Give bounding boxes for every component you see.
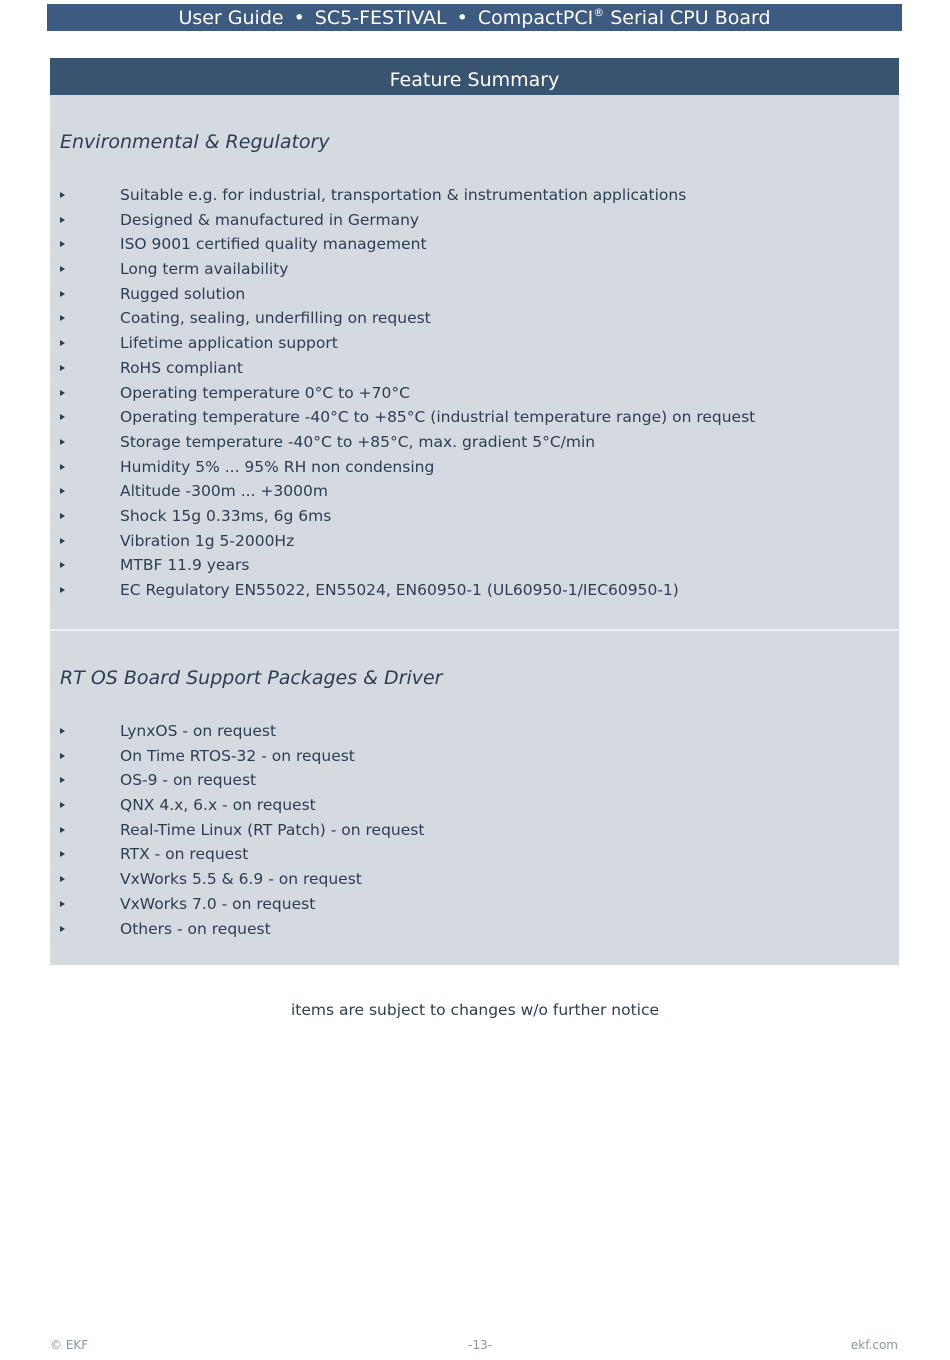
list-item-text: Long term availability [120, 260, 289, 279]
triangle-bullet-icon [60, 587, 65, 593]
footer-copyright: © EKF [50, 1338, 89, 1352]
triangle-bullet-icon [60, 926, 65, 932]
list-item [50, 553, 899, 578]
list-item [50, 331, 899, 356]
change-notice: items are subject to changes w/o further notice [290, 1001, 660, 1019]
list-item-text: Operating temperature -40°C to +85°C (industrial temperature range) on request [120, 408, 756, 427]
list-item-text: RTX - on request [120, 845, 249, 864]
triangle-bullet-icon [60, 217, 65, 223]
list-item-text: LynxOS - on request [120, 722, 277, 740]
header-bus-name: CompactPCI [477, 7, 594, 29]
triangle-bullet-icon [60, 414, 65, 420]
list-item-text: MTBF 11.9 years [120, 556, 250, 575]
list-item [50, 430, 899, 455]
list-item-text: ISO 9001 certified quality management [120, 235, 427, 254]
list-item-text: Others - on request [120, 919, 271, 938]
page-header [47, 4, 902, 31]
triangle-bullet-icon [60, 777, 65, 783]
list-item [50, 504, 899, 529]
triangle-bullet-icon [60, 538, 65, 544]
triangle-bullet-icon [60, 753, 65, 759]
registered-mark: ® [593, 6, 605, 19]
header-product-name: SC5-FESTIVAL [314, 7, 447, 29]
list-item [50, 892, 899, 917]
header-separator-2: • [456, 7, 468, 29]
triangle-bullet-icon [60, 562, 65, 568]
list-item [50, 381, 899, 406]
list-item-text: QNX 4.x, 6.x - on request [120, 796, 316, 815]
list-item [50, 768, 899, 793]
list-item [50, 183, 899, 208]
list-item-text: Real-Time Linux (RT Patch) - on request [120, 820, 425, 839]
list-item [50, 867, 899, 892]
list-item-text: RoHS compliant [120, 358, 243, 377]
list-item [50, 257, 899, 282]
list-item [50, 719, 899, 744]
list-item-text: EC Regulatory EN55022, EN55024, EN60950-1 (UL60950-1/IEC60950-1) [120, 581, 679, 599]
triangle-bullet-icon [60, 901, 65, 907]
triangle-bullet-icon [60, 513, 65, 519]
list-item [50, 917, 899, 942]
list-item [50, 208, 899, 233]
feature-summary-title: Feature Summary [50, 58, 899, 95]
list-item-text: Designed & manufactured in Germany [120, 210, 420, 229]
triangle-bullet-icon [60, 315, 65, 321]
feature-list [50, 183, 899, 603]
list-item-text: Humidity 5% ... 95% RH non condensing [120, 457, 435, 476]
triangle-bullet-icon [60, 365, 65, 371]
triangle-bullet-icon [60, 192, 65, 198]
header-separator-1: • [293, 7, 305, 29]
list-item-text: Storage temperature -40°C to +85°C, max. gradient 5°C/min [120, 432, 596, 451]
triangle-bullet-icon [60, 876, 65, 882]
list-item [50, 529, 899, 554]
list-item [50, 578, 899, 603]
triangle-bullet-icon [60, 728, 65, 734]
triangle-bullet-icon [60, 464, 65, 470]
triangle-bullet-icon [60, 390, 65, 396]
list-item [50, 744, 899, 769]
list-item-text: Suitable e.g. for industrial, transportation & instrumentation applications [120, 186, 687, 204]
triangle-bullet-icon [60, 851, 65, 857]
list-item [50, 356, 899, 381]
triangle-bullet-icon [60, 266, 65, 272]
list-item [50, 405, 899, 430]
feature-list [50, 719, 899, 941]
list-item-text: Coating, sealing, underfilling on request [120, 309, 431, 328]
list-item [50, 818, 899, 843]
list-item-text: Shock 15g 0.33ms, 6g 6ms [120, 506, 332, 525]
list-item [50, 455, 899, 480]
triangle-bullet-icon [60, 241, 65, 247]
triangle-bullet-icon [60, 340, 65, 346]
triangle-bullet-icon [60, 827, 65, 833]
list-item [50, 306, 899, 331]
section-heading: RT OS Board Support Packages & Driver [60, 667, 443, 689]
list-item-text: OS-9 - on request [120, 771, 257, 790]
triangle-bullet-icon [60, 488, 65, 494]
triangle-bullet-icon [60, 291, 65, 297]
triangle-bullet-icon [60, 439, 65, 445]
list-item-text: VxWorks 5.5 & 6.9 - on request [120, 870, 362, 889]
section-heading: Environmental & Regulatory [60, 131, 330, 153]
list-item-text: Rugged solution [120, 284, 246, 303]
header-doc-type: User Guide [178, 7, 284, 29]
feature-summary-box [50, 58, 899, 965]
list-item [50, 232, 899, 257]
section-environmental-regulatory [50, 95, 899, 629]
header-board-type: Serial CPU Board [610, 7, 771, 29]
list-item-text: On Time RTOS-32 - on request [120, 746, 355, 765]
list-item [50, 282, 899, 307]
list-item [50, 479, 899, 504]
list-item-text: Lifetime application support [120, 334, 338, 353]
triangle-bullet-icon [60, 802, 65, 808]
footer-page-number: -13- [468, 1338, 492, 1352]
list-item-text: Altitude -300m ... +3000m [120, 482, 328, 501]
list-item-text: VxWorks 7.0 - on request [120, 894, 316, 913]
list-item-text: Operating temperature 0°C to +70°C [120, 383, 410, 402]
list-item [50, 793, 899, 818]
footer-website: ekf.com [850, 1338, 898, 1352]
list-item [50, 842, 899, 867]
section-rtos-bsp-driver [50, 629, 899, 965]
list-item-text: Vibration 1g 5-2000Hz [120, 531, 295, 550]
